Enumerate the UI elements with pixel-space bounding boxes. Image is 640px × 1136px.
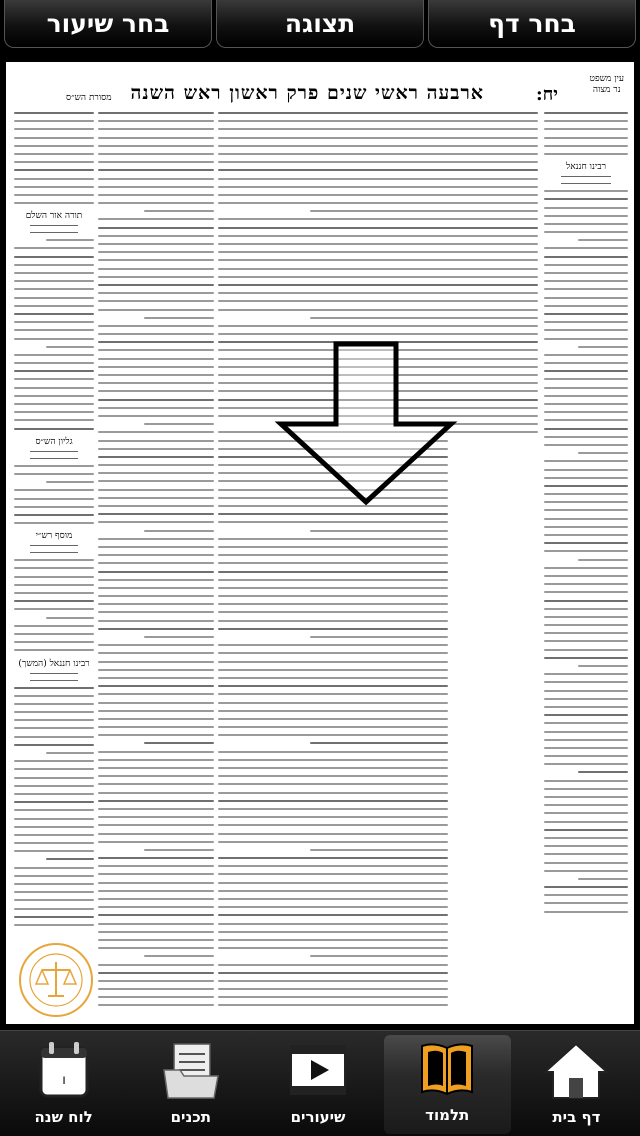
tab-talmud-label: תלמוד: [425, 1106, 470, 1124]
tab-home-label: דף בית: [552, 1108, 601, 1126]
column-section-label: גליון הש״ס: [35, 436, 73, 447]
folder-icon: [156, 1040, 226, 1102]
tab-contents[interactable]: [127, 1031, 254, 1136]
bottom-tab-bar: [0, 1030, 640, 1136]
choose-page-button[interactable]: בחר דף: [428, 0, 636, 48]
mesoret-hashas-label: מסורת הש״ס: [66, 93, 112, 103]
scroll-arrow-overlay: [6, 62, 634, 1024]
tab-lessons-label: שיעורים: [290, 1108, 346, 1126]
ein-mishpat-label: עין משפט נר מצוה: [589, 74, 624, 95]
top-toolbar: [0, 0, 640, 50]
tab-calendar-label: לוח שנה: [34, 1108, 93, 1126]
book-icon: [412, 1038, 482, 1100]
column-section-label: מוסף רש״י: [35, 531, 73, 542]
calendar-icon: [29, 1040, 99, 1102]
tab-contents-label: תכנים: [170, 1108, 211, 1126]
down-arrow-icon: [281, 344, 451, 502]
column-section-label: רבינו חננאל: [566, 162, 606, 173]
page-reference: יח:: [535, 84, 558, 105]
column-section-label: תורה אור השלם: [25, 211, 83, 222]
display-button[interactable]: תצוגה: [216, 0, 424, 48]
tab-home[interactable]: [513, 1031, 640, 1136]
tab-calendar[interactable]: [0, 1031, 127, 1136]
home-icon: [541, 1040, 611, 1102]
video-icon: [283, 1040, 353, 1102]
tab-lessons[interactable]: [254, 1031, 381, 1136]
page-title: ארבעה ראשי שנים פרק ראשון ראש השנה: [130, 82, 484, 104]
talmud-page[interactable]: [6, 62, 634, 1024]
svg-text:ו: ו: [61, 1072, 66, 1088]
choose-lesson-button[interactable]: בחר שיעור: [4, 0, 212, 48]
seal-logo-icon: [16, 940, 96, 1020]
tab-talmud[interactable]: [384, 1035, 511, 1134]
column-section-label: רבינו חננאל (המשך): [18, 658, 90, 669]
